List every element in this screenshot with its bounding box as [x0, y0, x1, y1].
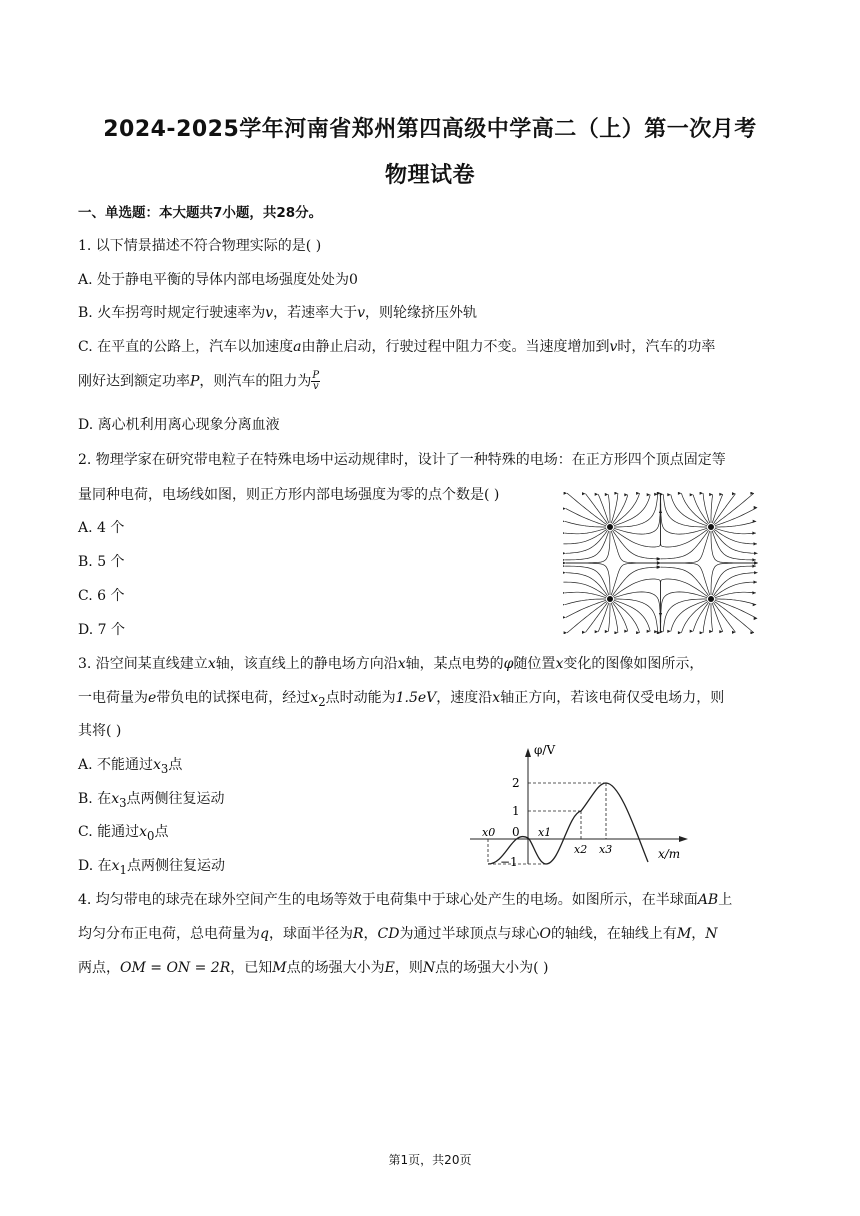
- field-line: [671, 495, 707, 526]
- field-arrow: [752, 558, 756, 561]
- field-arrow: [563, 507, 566, 510]
- q4-line3: 两点，OM = ON = 2R，已知M点的场强大小为E，则N点的场强大小为( ): [78, 960, 549, 976]
- field-line: [714, 582, 757, 597]
- q1-option-a: A. 处于静电平衡的导体内部电场强度处处为0: [78, 272, 358, 288]
- tick-x0: x0: [482, 826, 496, 839]
- tick-y-1: 1: [512, 804, 520, 818]
- field-line: [711, 495, 713, 524]
- field-arrow: [690, 493, 694, 496]
- tick-x2: x2: [574, 843, 588, 856]
- field-arrow: [657, 566, 661, 569]
- field-line: [711, 563, 758, 595]
- field-arrow: [563, 558, 565, 561]
- q4-line2: 均匀分布正电荷，总电荷量为q，球面半径为R，CD为通过半球顶点与球心O的轴线，在轴线上有M，N: [78, 926, 718, 942]
- field-line: [565, 528, 606, 534]
- field-line: [714, 601, 754, 632]
- field-arrow: [754, 581, 758, 584]
- field-line: [565, 592, 606, 598]
- q4-line1: 4. 均匀带电的球壳在球外空间产生的电场等效于电荷集中于球心处产生的电场。如图所示，在半球面AB上: [78, 892, 733, 908]
- field-arrow: [657, 557, 661, 560]
- y-axis-arrow: [525, 748, 531, 757]
- field-line: [614, 599, 658, 632]
- field-arrow: [563, 542, 564, 545]
- field-arrow: [690, 630, 694, 633]
- q1-option-c-line2: 刚好达到额定功率P，则汽车的阻力为 $\frac{P}{v}$: [78, 370, 320, 392]
- field-line: [715, 528, 756, 534]
- field-arrow: [667, 630, 671, 633]
- field-arrow: [563, 571, 566, 574]
- field-arrow: [614, 492, 618, 495]
- field-arrow: [582, 631, 586, 634]
- phi-x-graph: [468, 742, 690, 866]
- q2-option-a: A. 4 个: [78, 520, 125, 536]
- field-line: [714, 493, 754, 524]
- field-arrow: [605, 630, 609, 633]
- field-arrow: [563, 581, 564, 584]
- field-arrow: [563, 552, 566, 555]
- q2-option-c: C. 6 个: [78, 588, 125, 604]
- field-line: [715, 599, 756, 605]
- field-arrow: [678, 492, 682, 495]
- field-line: [711, 603, 713, 632]
- field-line: [565, 521, 606, 527]
- field-line: [712, 494, 723, 523]
- field-line: [712, 531, 756, 560]
- field-arrow: [709, 630, 713, 633]
- q3-stem-line2: 一电荷量为e带负电的试探电荷，经过$x_2$点时动能为1.5eV，速度沿x轴正方向，若该电荷仅受电场力，则: [78, 690, 725, 709]
- field-line: [671, 600, 707, 631]
- field-line: [598, 494, 609, 523]
- q2-option-b: B. 5 个: [78, 554, 125, 570]
- field-line: [715, 521, 756, 527]
- page-footer: 第1页，共20页: [388, 1153, 472, 1167]
- field-arrow: [595, 630, 599, 633]
- field-line: [663, 599, 707, 632]
- field-arrow: [678, 631, 682, 634]
- field-arrow: [709, 493, 713, 496]
- field-line: [712, 603, 723, 632]
- field-line: [564, 529, 607, 544]
- field-line: [565, 599, 606, 605]
- field-arrow: [752, 565, 756, 568]
- charge-dot-bottom-left: [607, 596, 613, 602]
- tick-y-0: 0: [512, 825, 520, 839]
- field-line: [565, 531, 609, 560]
- field-line: [663, 494, 707, 527]
- field-line: [608, 603, 610, 632]
- field-line: [614, 600, 650, 631]
- q3-stem-line3: 其将( ): [78, 723, 122, 739]
- field-line: [608, 495, 610, 524]
- field-arrow: [752, 591, 756, 594]
- field-line: [614, 495, 650, 526]
- exam-title-line1: 2024-2025学年河南省郑州第四高级中学高二（上）第一次月考: [103, 117, 757, 142]
- field-arrow: [563, 616, 566, 619]
- field-arrow: [753, 603, 757, 606]
- q3-option-a: A. 不能通过$x_3$点: [78, 757, 183, 776]
- field-lines-figure: [563, 492, 759, 634]
- field-arrow: [754, 542, 758, 545]
- field-arrow: [563, 565, 565, 568]
- q1-option-c-line1: C. 在平直的公路上，汽车以加速度a由静止启动，行驶过程中阻力不变。当速度增加到v时，汽车的功率: [78, 339, 716, 355]
- q3-option-d: D. 在$x_1$点两侧往复运动: [78, 858, 225, 877]
- charge-dot-bottom-right: [708, 596, 714, 602]
- charge-dot-top-right: [708, 524, 714, 530]
- field-arrow: [564, 492, 568, 495]
- q3-option-c: C. 能通过$x_0$点: [78, 824, 169, 843]
- field-arrow: [700, 631, 704, 634]
- field-arrow: [563, 532, 565, 535]
- field-line: [611, 493, 618, 523]
- q3-stem-line1: 3. 沿空间某直线建立x轴，该直线上的静电场方向沿x轴，某点电势的φ随位置x变化的图像如图所示，: [78, 656, 704, 672]
- field-arrow: [752, 532, 756, 535]
- field-line: [567, 601, 607, 632]
- field-line: [564, 582, 607, 597]
- field-line: [711, 531, 758, 563]
- field-arrow: [660, 493, 664, 496]
- field-line: [567, 493, 607, 524]
- x-axis-arrow: [679, 836, 688, 842]
- power-over-velocity-fraction: $\frac{P}{v}$: [312, 370, 320, 392]
- field-arrow: [563, 591, 565, 594]
- x-axis-label: x/m: [658, 847, 681, 861]
- field-arrow: [614, 631, 618, 634]
- q3-option-b: B. 在$x_3$点两侧往复运动: [78, 791, 225, 810]
- field-line: [661, 567, 709, 596]
- q1-stem: 1. 以下情景描述不符合物理实际的是( ): [78, 238, 322, 254]
- q2-stem-line1: 2. 物理学家在研究带电粒子在特殊电场中运动规律时，设计了一种特殊的电场：在正方形四个顶点固定等: [78, 452, 726, 468]
- tick-y-2: 2: [512, 776, 520, 790]
- charge-dot-top-left: [607, 524, 613, 530]
- tick-x3: x3: [599, 843, 613, 856]
- field-arrow: [605, 493, 609, 496]
- field-line: [703, 603, 710, 633]
- field-arrow: [667, 493, 671, 496]
- field-arrow: [659, 510, 662, 514]
- field-arrow: [563, 520, 565, 523]
- field-line: [715, 592, 756, 598]
- field-arrow: [595, 493, 599, 496]
- field-line: [703, 493, 710, 523]
- tick-x1: x1: [538, 826, 552, 839]
- field-line: [661, 530, 709, 559]
- field-arrow: [563, 603, 565, 606]
- section-heading: 一、单选题：本大题共7小题，共28分。: [78, 205, 323, 221]
- field-arrow: [754, 571, 758, 574]
- field-line: [614, 494, 658, 527]
- field-line: [565, 566, 609, 595]
- field-arrow: [659, 613, 662, 617]
- q2-stem-line2: 量同种电荷，电场线如图，则正方形内部电场强度为零的点个数是( ): [78, 487, 500, 503]
- q2-option-d: D. 7 个: [78, 622, 125, 638]
- field-line: [612, 567, 660, 596]
- field-arrow: [753, 520, 757, 523]
- field-arrow: [564, 631, 568, 634]
- field-line: [598, 603, 609, 632]
- y-axis-label: φ/V: [534, 743, 556, 757]
- q1-option-d: D. 离心机利用离心现象分离血液: [78, 417, 280, 433]
- field-arrow: [582, 492, 586, 495]
- phi-curve: [488, 783, 648, 864]
- field-arrow: [657, 562, 661, 565]
- field-line: [712, 566, 756, 595]
- tick-y-neg1: −1: [500, 855, 518, 866]
- field-line: [611, 603, 618, 633]
- field-line: [714, 529, 757, 544]
- exam-title-line2: 物理试卷: [384, 163, 475, 188]
- q1-option-b: B. 火车拐弯时规定行驶速率为v，若速率大于v，则轮缘挤压外轨: [78, 305, 478, 321]
- field-arrow: [700, 492, 704, 495]
- field-line: [612, 530, 660, 559]
- field-arrow: [754, 552, 758, 555]
